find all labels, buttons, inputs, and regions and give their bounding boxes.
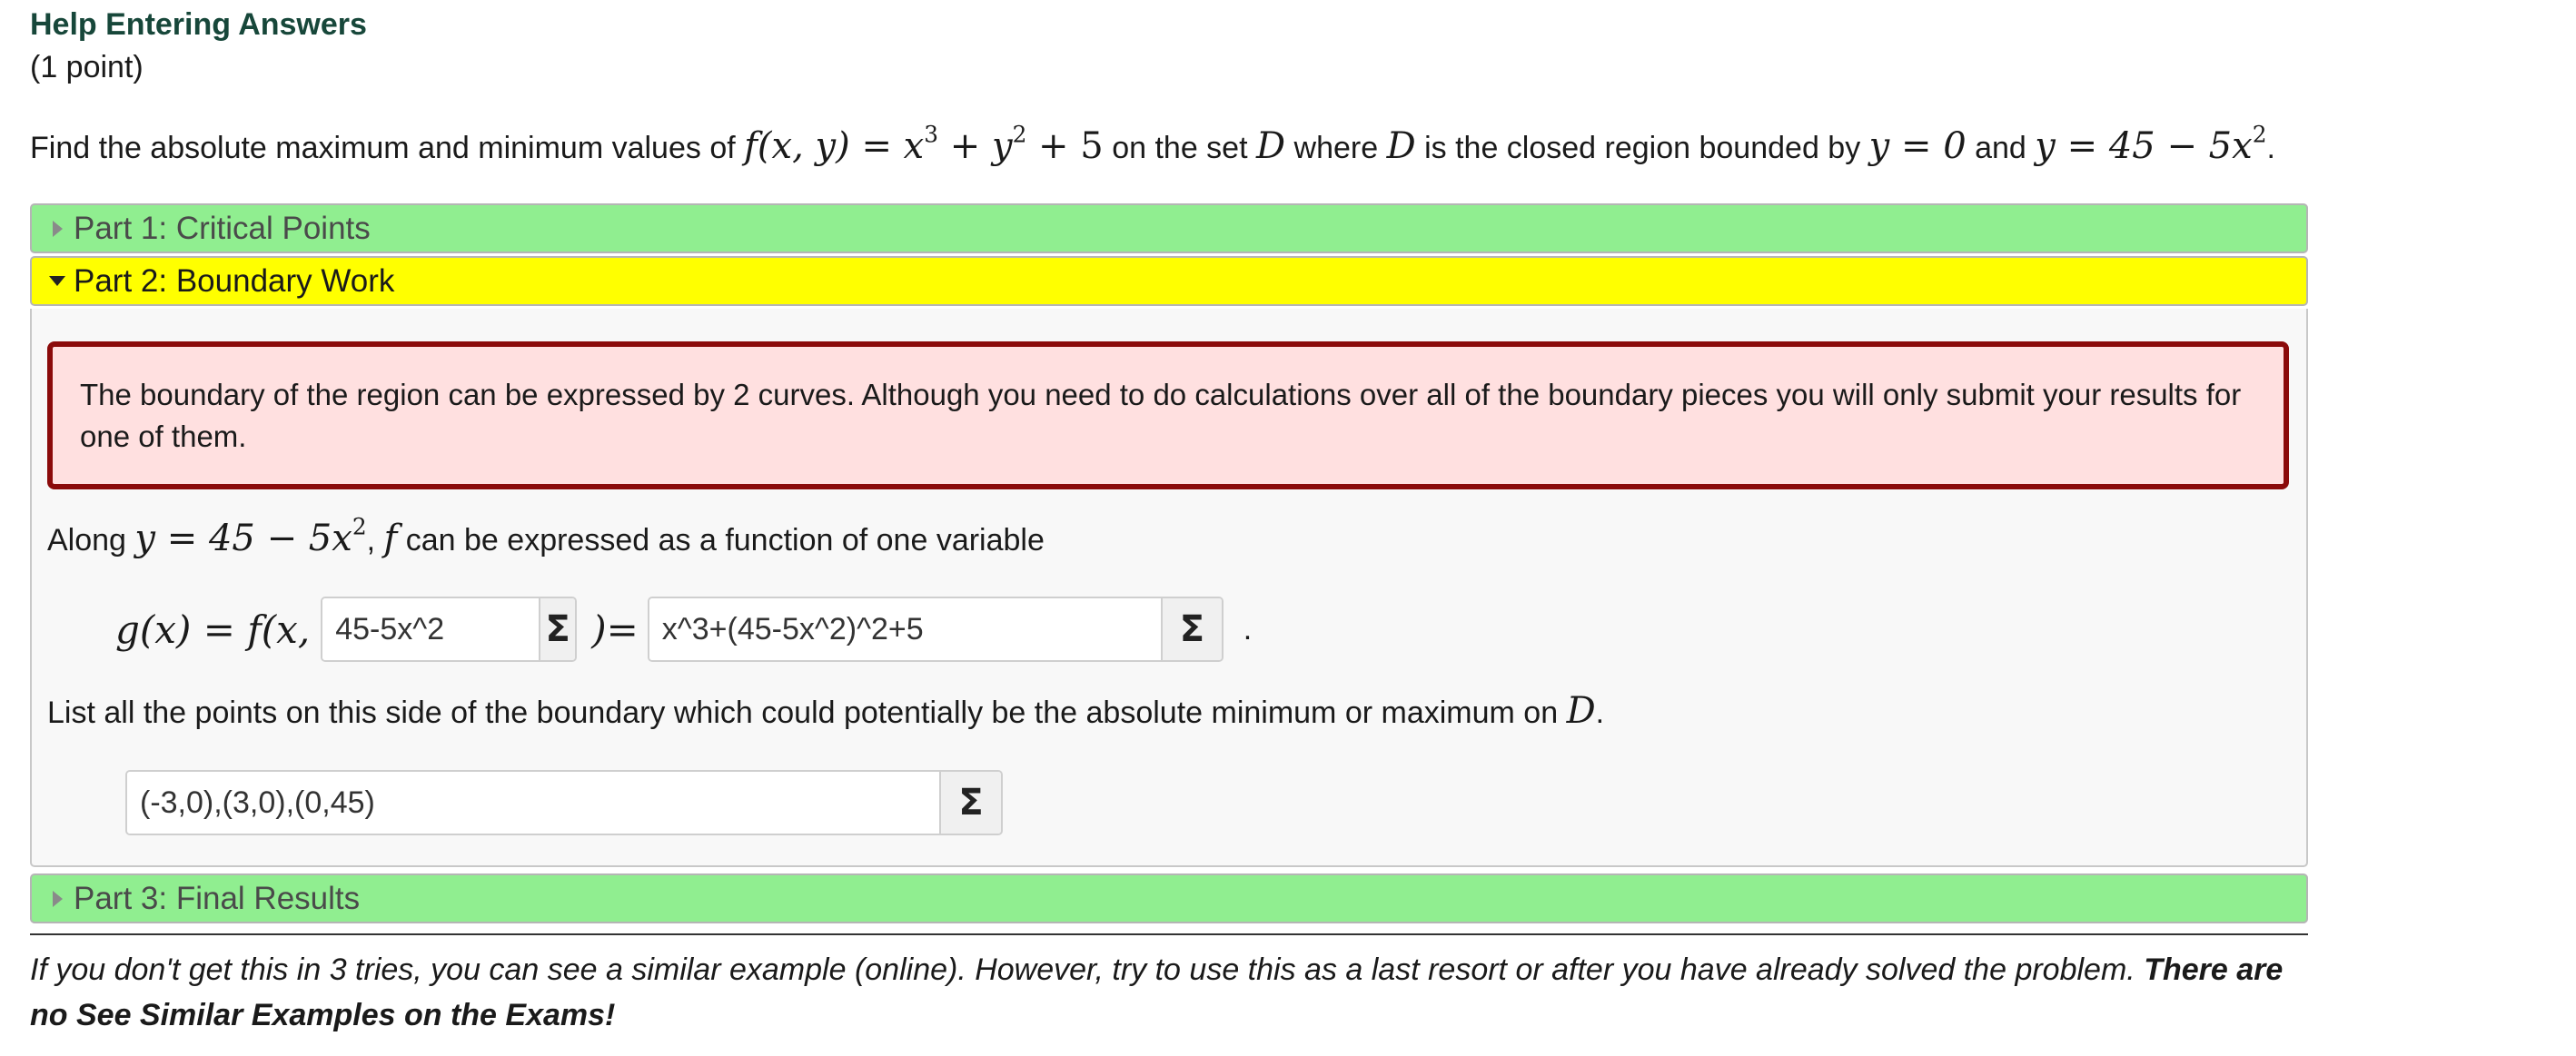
- collapsed-triangle-icon: [32, 221, 74, 237]
- problem-text-4: is the closed region bounded by: [1415, 131, 1869, 165]
- bound-curve: $y = 45 - 5x^2$: [2035, 121, 2267, 167]
- points-answer-field: [125, 770, 1003, 835]
- problem-text-6: .: [2266, 131, 2275, 165]
- expanded-triangle-icon: [32, 276, 74, 286]
- points-answer-input[interactable]: [127, 772, 939, 834]
- set-D: D: [1255, 125, 1286, 167]
- footer-divider: [30, 933, 2308, 935]
- points-answer-row: [125, 770, 1003, 835]
- bound-y-zero: y = 0: [1868, 125, 1967, 167]
- part-1-label: Part 1: Critical Points: [74, 210, 371, 246]
- trailing-period: .: [1243, 611, 1253, 646]
- sigma-equation-editor-button[interactable]: Σ: [939, 772, 1001, 834]
- g-of-x-lhs: g(x) = f(x,: [115, 607, 311, 652]
- footer-bold-text: There are no See Similar Examples on the Exams!: [30, 952, 2284, 1032]
- collapsed-triangle-icon: [32, 891, 74, 907]
- help-entering-answers-link[interactable]: Help Entering Answers: [30, 7, 367, 42]
- problem-text-3: where: [1285, 131, 1387, 165]
- part-1-header[interactable]: [30, 203, 2308, 253]
- part-3-label: Part 3: Final Results: [74, 880, 361, 916]
- similar-example-footer: [30, 947, 2319, 1038]
- y-substitution-field: [321, 597, 577, 662]
- problem-text-2: on the set: [1103, 131, 1256, 165]
- alert-text: The boundary of the region can be expressed by 2 curves. Although you need to do calculations over all of the boundary pieces you will only submit your results for one of them.: [80, 378, 2242, 453]
- y-substitution-input[interactable]: [322, 598, 539, 660]
- g-of-x-row: [115, 595, 1252, 664]
- part-2-header[interactable]: [30, 256, 2308, 306]
- sigma-equation-editor-button[interactable]: Σ: [1161, 598, 1222, 660]
- problem-text-1: Find the absolute maximum and minimum values of: [30, 131, 745, 165]
- part-3-header[interactable]: [30, 873, 2308, 923]
- g-expression-input[interactable]: [649, 598, 1161, 660]
- part-2-label: Part 2: Boundary Work: [74, 262, 395, 299]
- boundary-alert: [47, 341, 2289, 489]
- along-curve-text: Along $y = 45 - 5x^2$, f can be expressed as a function of one variable: [47, 513, 1045, 559]
- list-points-text: List all the points on this side of the boundary which could potentially be the absolute minimum or maximum on D.: [47, 690, 1605, 732]
- problem-text-5: and: [1966, 131, 2036, 165]
- g-expression-field: [648, 597, 1224, 662]
- footer-italic-text: If you don't get this in 3 tries, you can see a similar example (online). However, try to use this as a last resort or after you have already solved the problem.: [30, 952, 2145, 987]
- points-label: (1 point): [30, 50, 144, 84]
- problem-statement: [30, 121, 2275, 167]
- function-definition: f(x, $y) = x^3 + y^2 + 5$: [744, 121, 1104, 167]
- sigma-equation-editor-button[interactable]: Σ: [539, 598, 575, 660]
- g-of-x-close: )=: [591, 607, 639, 652]
- set-D-2: D: [1386, 125, 1416, 167]
